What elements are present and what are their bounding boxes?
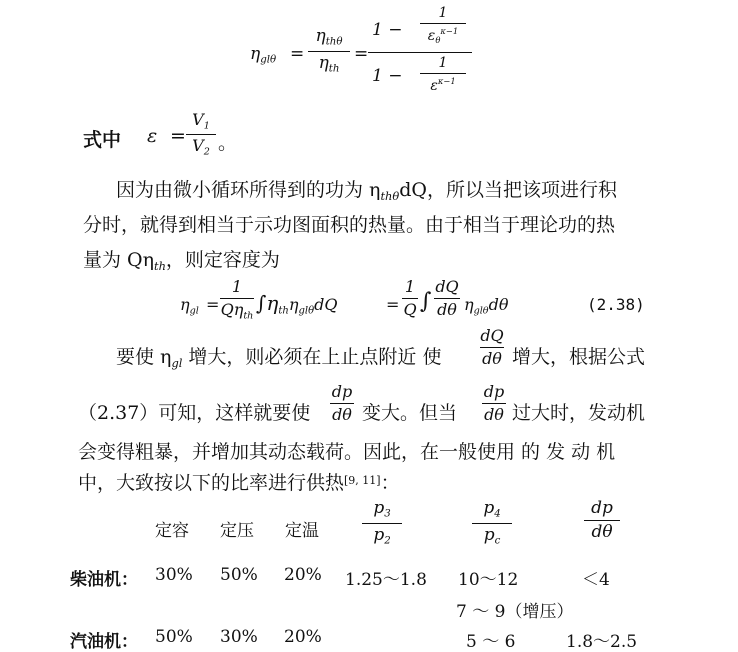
para2-line2c: 过大时，发动机 xyxy=(512,402,646,424)
para1-line3: 量为 $Q\eta_{th}$，则定容度为 xyxy=(83,249,280,273)
top-eq: = xyxy=(290,44,305,64)
row-turbo-v5: 7 ～ 9（增压） xyxy=(456,602,574,622)
big-num-frac: 1 $\varepsilon_\theta^{\kappa-1}$ xyxy=(420,6,466,44)
row-diesel-v4: 1.25～1.8 xyxy=(345,570,427,590)
big-den-prefix: 1 − xyxy=(372,66,403,86)
where-symbol: ε xyxy=(147,125,158,147)
row-gasoline-v3: 20% xyxy=(284,627,322,647)
table-header-p3-p2: $p_3$ $p_2$ xyxy=(362,500,402,547)
para1-line1: 因为由微小循环所得到的功为 $\eta_{th\theta}dQ$，所以当把该项进行积 xyxy=(116,179,617,203)
top-formula xyxy=(248,5,498,100)
where-end: 。 xyxy=(218,132,238,154)
row-diesel-label: 柴油机： xyxy=(70,570,138,590)
top-eq2: = xyxy=(354,44,369,64)
para2-frac-dQ: dQ dθ xyxy=(480,326,504,368)
row-gasoline-v1: 50% xyxy=(155,627,193,647)
para2-line1: 要使 $\eta_{gl}$ 增大，则必须在上止点附近 使 xyxy=(116,346,442,370)
where-label: 式中 xyxy=(83,129,122,151)
para2-frac-dp2: dp dθ xyxy=(483,382,505,424)
where-eq: = xyxy=(170,125,186,147)
row-gasoline-v2: 30% xyxy=(220,627,258,647)
big-frac-bar xyxy=(368,52,472,53)
row-diesel-v5: 10～12 xyxy=(458,570,519,590)
para2-line3: 会变得粗暴，并增加其动态载荷。因此，在一般使用 的 发 动 机 xyxy=(78,441,616,463)
para2-line2a: （2.37）可知，这样就要使 xyxy=(78,402,311,424)
table-header-2: 定压 xyxy=(220,521,254,541)
equation-2-38: $\eta_{gl}$ = 1 $Q\eta_{th}$ $\int\eta_{th}\eta_{gl\theta}dQ$ = 1 Q ∫ dQ dθ $\eta_{gl\theta}d\theta$ (2.38) xyxy=(180,277,645,322)
row-gasoline-label: 汽油机： xyxy=(70,632,138,652)
table-header-dp-dtheta: dp dθ xyxy=(584,500,620,541)
where-frac: $V_1$ $V_2$ xyxy=(186,112,216,157)
table-header-1: 定容 xyxy=(155,521,189,541)
row-diesel-v2: 50% xyxy=(220,565,258,585)
table-header-3: 定温 xyxy=(285,521,319,541)
row-gasoline-v6: 1.8～2.5 xyxy=(566,632,638,652)
para1-line2: 分时，就得到相当于示功图面积的热量。由于相当于理论功的热 xyxy=(83,214,616,236)
row-diesel-v6: ＜4 xyxy=(582,570,610,590)
para2-line2b: 变大。但当 xyxy=(362,402,458,424)
row-diesel-v1: 30% xyxy=(155,565,193,585)
top-lhs: $\eta_{gl\theta}$ xyxy=(250,44,277,66)
row-diesel-v3: 20% xyxy=(284,565,322,585)
row-gasoline-v5: 5 ～ 6 xyxy=(466,632,516,652)
top-frac1: $\eta_{th\theta}$ $\eta_{th}$ xyxy=(308,28,350,75)
para2-line4: 中，大致按以下的比率进行供热[9, 11]： xyxy=(78,472,400,494)
table-header-p4-pc: $p_4$ $p_c$ xyxy=(472,500,512,547)
top-big-frac xyxy=(368,5,473,98)
big-num-prefix: 1 − xyxy=(372,20,403,40)
para2-line1c: 增大，根据公式 xyxy=(512,346,646,368)
big-den-frac: 1 $\varepsilon^{\kappa-1}$ xyxy=(420,56,466,93)
para2-frac-dp1: dp dθ xyxy=(331,382,353,424)
